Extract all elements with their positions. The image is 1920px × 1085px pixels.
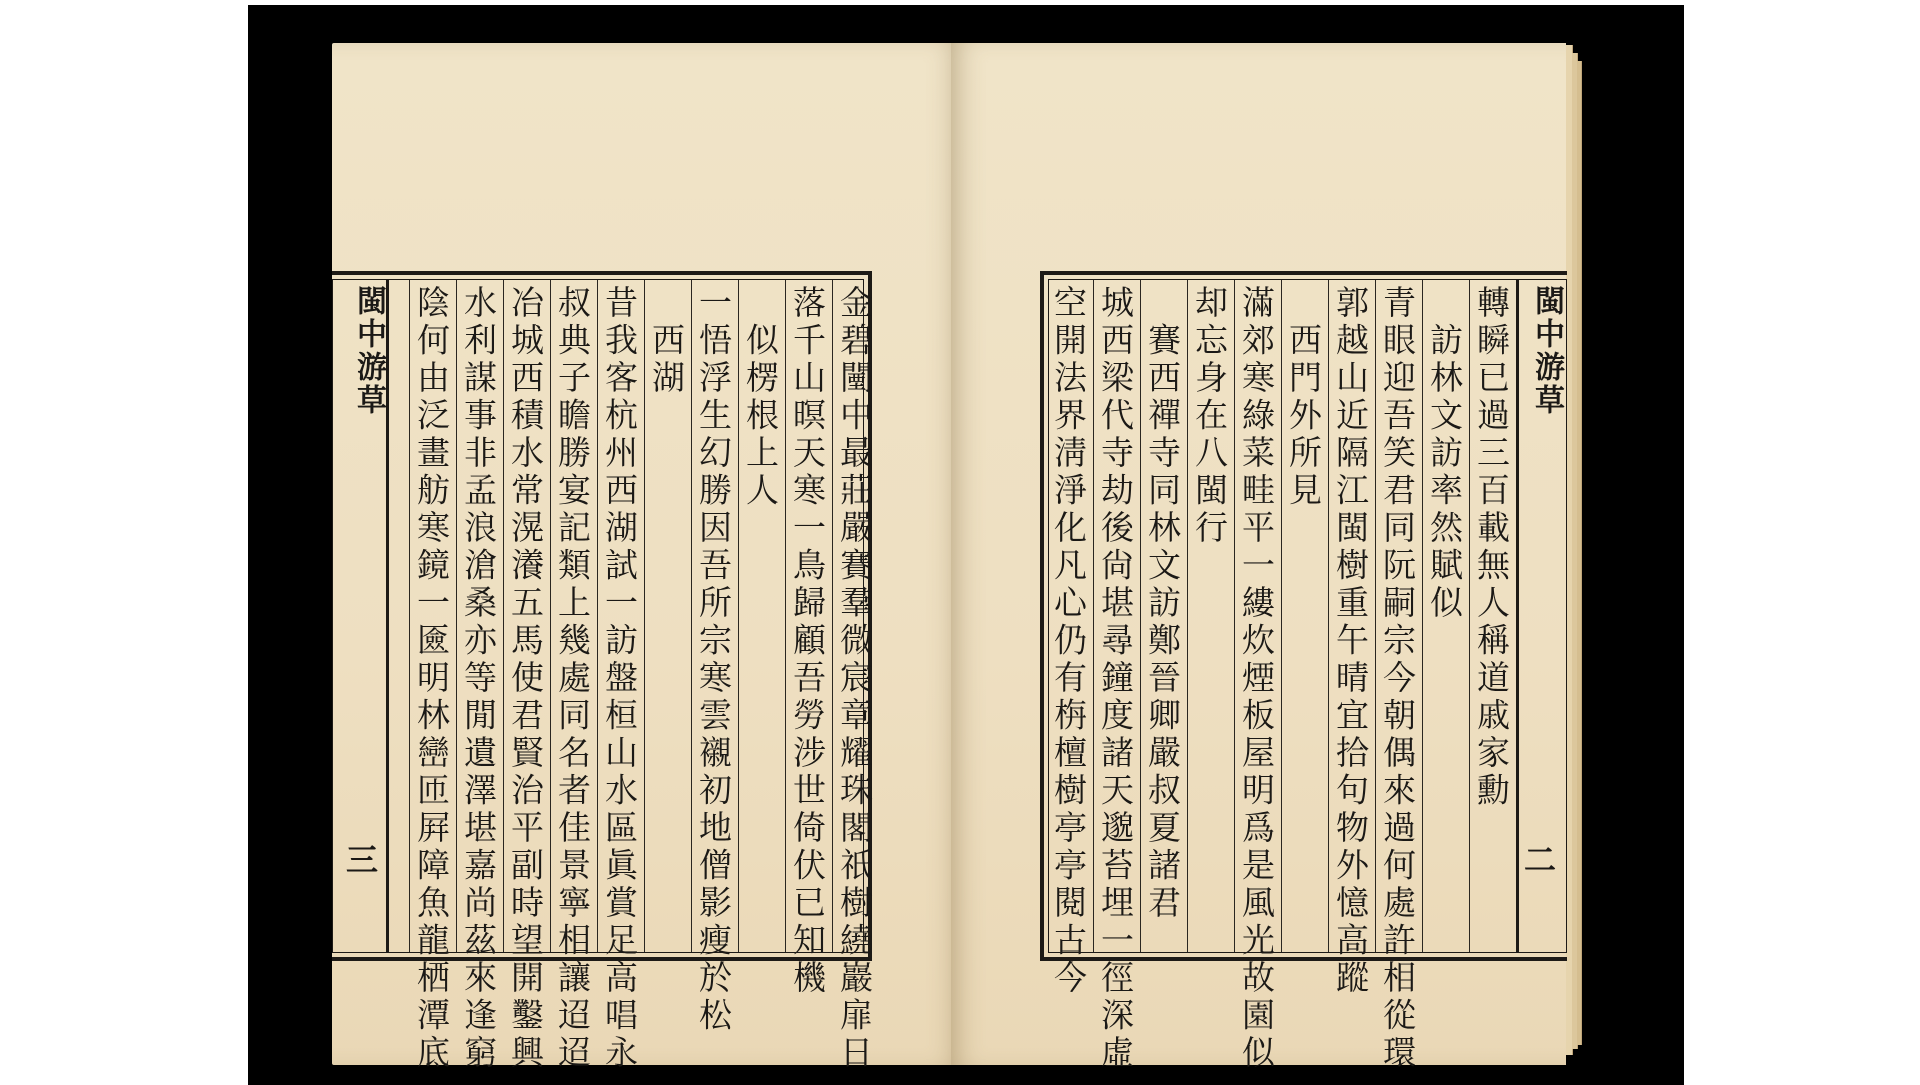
- column-rule: [503, 280, 504, 952]
- column-rule: [738, 280, 739, 952]
- left-page: [332, 43, 961, 1073]
- text-column: 西門外所見: [1284, 285, 1323, 510]
- text-column: 西湖: [647, 285, 686, 398]
- text-column: 昔我客杭州西湖試一訪盤桓山水區眞賞足高唱永: [600, 285, 639, 1073]
- column-rule: [1422, 280, 1423, 952]
- text-column: 賽西禪寺同林文訪鄭晉卿嚴叔夏諸君: [1143, 285, 1182, 923]
- text-column: 訪林文訪率然賦似: [1425, 285, 1464, 623]
- text-column: 冶城西積水常滉瀁五馬使君賢治平副時望開鑿興: [506, 285, 545, 1073]
- column-rule: [1140, 280, 1141, 952]
- text-column: 似楞根上人: [741, 285, 780, 510]
- column-rule: [1281, 280, 1282, 952]
- text-column: 青眼迎吾笑君同阮嗣宗今朝偶來過何處許相從環: [1378, 285, 1417, 1073]
- text-column: 叔典子瞻勝宴記類上幾處同名者佳景寧相讓迢迢: [553, 285, 592, 1073]
- column-rule: [409, 280, 410, 952]
- text-column: 城西梁代寺劫後尙堪尋鐘度諸天邈苔埋一徑深虛: [1096, 285, 1135, 1073]
- text-column: 金碧闉中最莊嚴賽羣微宸章耀珠閣祇樹繞巖扉日: [835, 285, 874, 1073]
- column-rule: [1187, 280, 1188, 952]
- column-rule: [1093, 280, 1094, 952]
- book-title-banner: 閩中游草: [351, 285, 386, 417]
- text-column: 郭越山近隔江閩樹重午晴宜拾句物外憶高蹤: [1331, 285, 1370, 998]
- center-fold-rule: [386, 280, 389, 952]
- column-rule: [691, 280, 692, 952]
- column-rule: [1328, 280, 1329, 952]
- text-column: 却忘身在八閩行: [1190, 285, 1229, 548]
- text-column: 空開法界淸淨化凡心仍有栴檀樹亭亭閱古今: [1049, 285, 1088, 998]
- column-rule: [550, 280, 551, 952]
- page-edge: [1577, 61, 1582, 1045]
- text-column: 滿郊寒綠菜畦平一縷炊煙板屋明爲是風光故園似: [1237, 285, 1276, 1073]
- right-page: [951, 43, 1566, 1073]
- book-scan: [248, 5, 1684, 1085]
- text-column: 一悟浮生幻勝因吾所宗寒雲襯初地僧影瘦於松: [694, 285, 733, 1035]
- page-number: 三: [346, 841, 379, 879]
- column-rule: [1234, 280, 1235, 952]
- page-number: 二: [1524, 841, 1557, 879]
- column-rule: [1375, 280, 1376, 952]
- text-column: 陰何由泛畫舫寒鏡一匳明林巒匝屛障魚龍栖潭底: [412, 285, 451, 1073]
- text-column: 轉瞬已過三百載無人稱道戚家勳: [1472, 285, 1511, 810]
- column-rule: [832, 280, 833, 952]
- column-rule: [1469, 280, 1470, 952]
- column-rule: [456, 280, 457, 952]
- column-rule: [644, 280, 645, 952]
- text-column: 落千山暝天寒一鳥歸顧吾勞涉世倚伏已知機: [788, 285, 827, 998]
- center-fold-rule: [1516, 280, 1519, 952]
- book-title-banner: 閩中游草: [1529, 285, 1564, 417]
- text-column: 水利謀事非孟浪滄桑亦等閒遺澤堪嘉尚茲來逢窮: [459, 285, 498, 1073]
- left-text-frame: [332, 271, 874, 1073]
- column-rule: [597, 280, 598, 952]
- column-rule: [785, 280, 786, 952]
- right-text-frame: [1040, 271, 1567, 1073]
